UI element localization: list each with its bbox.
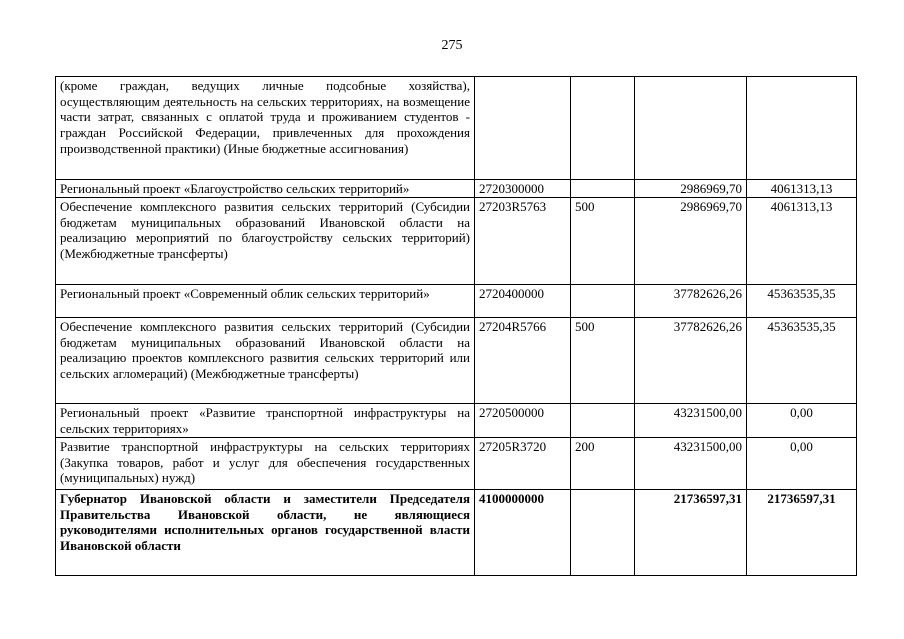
row-code: 27204R5766 bbox=[475, 318, 571, 404]
row-amount-1: 43231500,00 bbox=[635, 404, 747, 438]
row-code: 2720300000 bbox=[475, 180, 571, 198]
row-name: Развитие транспортной инфраструктуры на сельских территориях (Закупка товаров, работ и услуг для обеспечения государственных (муниципальных) нужд) bbox=[56, 438, 475, 490]
row-code: 2720400000 bbox=[475, 285, 571, 318]
row-name: Обеспечение комплексного развития сельских территорий (Субсидии бюджетам муниципальных образований Ивановской области на реализацию проектов комплексного развития сельских территорий или сельских агломераций) (Межбюджетные трансферты) bbox=[56, 318, 475, 404]
row-name: Региональный проект «Современный облик сельских территорий» bbox=[56, 285, 475, 318]
row-amount-2 bbox=[747, 77, 857, 180]
row-expense-type bbox=[571, 490, 635, 576]
table-row bbox=[56, 404, 857, 438]
table-row bbox=[56, 318, 857, 404]
row-code: 4100000000 bbox=[475, 490, 571, 576]
table-row bbox=[56, 180, 857, 198]
table-row bbox=[56, 77, 857, 180]
row-expense-type bbox=[571, 285, 635, 318]
row-code: 27203R5763 bbox=[475, 198, 571, 285]
row-amount-1: 37782626,26 bbox=[635, 285, 747, 318]
table-row bbox=[56, 438, 857, 490]
row-code: 2720500000 bbox=[475, 404, 571, 438]
row-amount-2: 4061313,13 bbox=[747, 198, 857, 285]
row-amount-2: 0,00 bbox=[747, 438, 857, 490]
row-amount-1: 2986969,70 bbox=[635, 180, 747, 198]
table-row bbox=[56, 198, 857, 285]
row-amount-1: 43231500,00 bbox=[635, 438, 747, 490]
row-amount-1: 21736597,31 bbox=[635, 490, 747, 576]
row-amount-2: 21736597,31 bbox=[747, 490, 857, 576]
row-name: Губернатор Ивановской области и заместители Председателя Правительства Ивановской области, не являющиеся руководителями исполнительных органов государственной власти Ивановской области bbox=[56, 490, 475, 576]
row-amount-2: 45363535,35 bbox=[747, 318, 857, 404]
row-expense-type bbox=[571, 404, 635, 438]
row-expense-type: 200 bbox=[571, 438, 635, 490]
row-amount-2: 0,00 bbox=[747, 404, 857, 438]
row-code bbox=[475, 77, 571, 180]
row-expense-type: 500 bbox=[571, 198, 635, 285]
row-name: Региональный проект «Благоустройство сельских территорий» bbox=[56, 180, 475, 198]
row-amount-1: 2986969,70 bbox=[635, 198, 747, 285]
row-name: Обеспечение комплексного развития сельских территорий (Субсидии бюджетам муниципальных образований Ивановской области на реализацию мероприятий по благоустройству сельских территорий) (Межбюджетные трансферты) bbox=[56, 198, 475, 285]
row-expense-type: 500 bbox=[571, 318, 635, 404]
row-expense-type bbox=[571, 77, 635, 180]
row-amount-1 bbox=[635, 77, 747, 180]
row-amount-2: 45363535,35 bbox=[747, 285, 857, 318]
table-row bbox=[56, 490, 857, 576]
row-code: 27205R3720 bbox=[475, 438, 571, 490]
budget-table bbox=[55, 76, 857, 576]
row-name: (кроме граждан, ведущих личные подсобные хозяйства), осуществляющим деятельность на сельских территориях, на возмещение части затрат, связанных с оплатой труда и проживанием студентов - граждан Российской Федерации, привлеченных для прохождения производственной практики) (Иные бюджетные ассигнования) bbox=[56, 77, 475, 180]
row-amount-2: 4061313,13 bbox=[747, 180, 857, 198]
row-name: Региональный проект «Развитие транспортной инфраструктуры на сельских территориях» bbox=[56, 404, 475, 438]
row-expense-type bbox=[571, 180, 635, 198]
table-row bbox=[56, 285, 857, 318]
row-amount-1: 37782626,26 bbox=[635, 318, 747, 404]
page-number: 275 bbox=[441, 38, 463, 53]
